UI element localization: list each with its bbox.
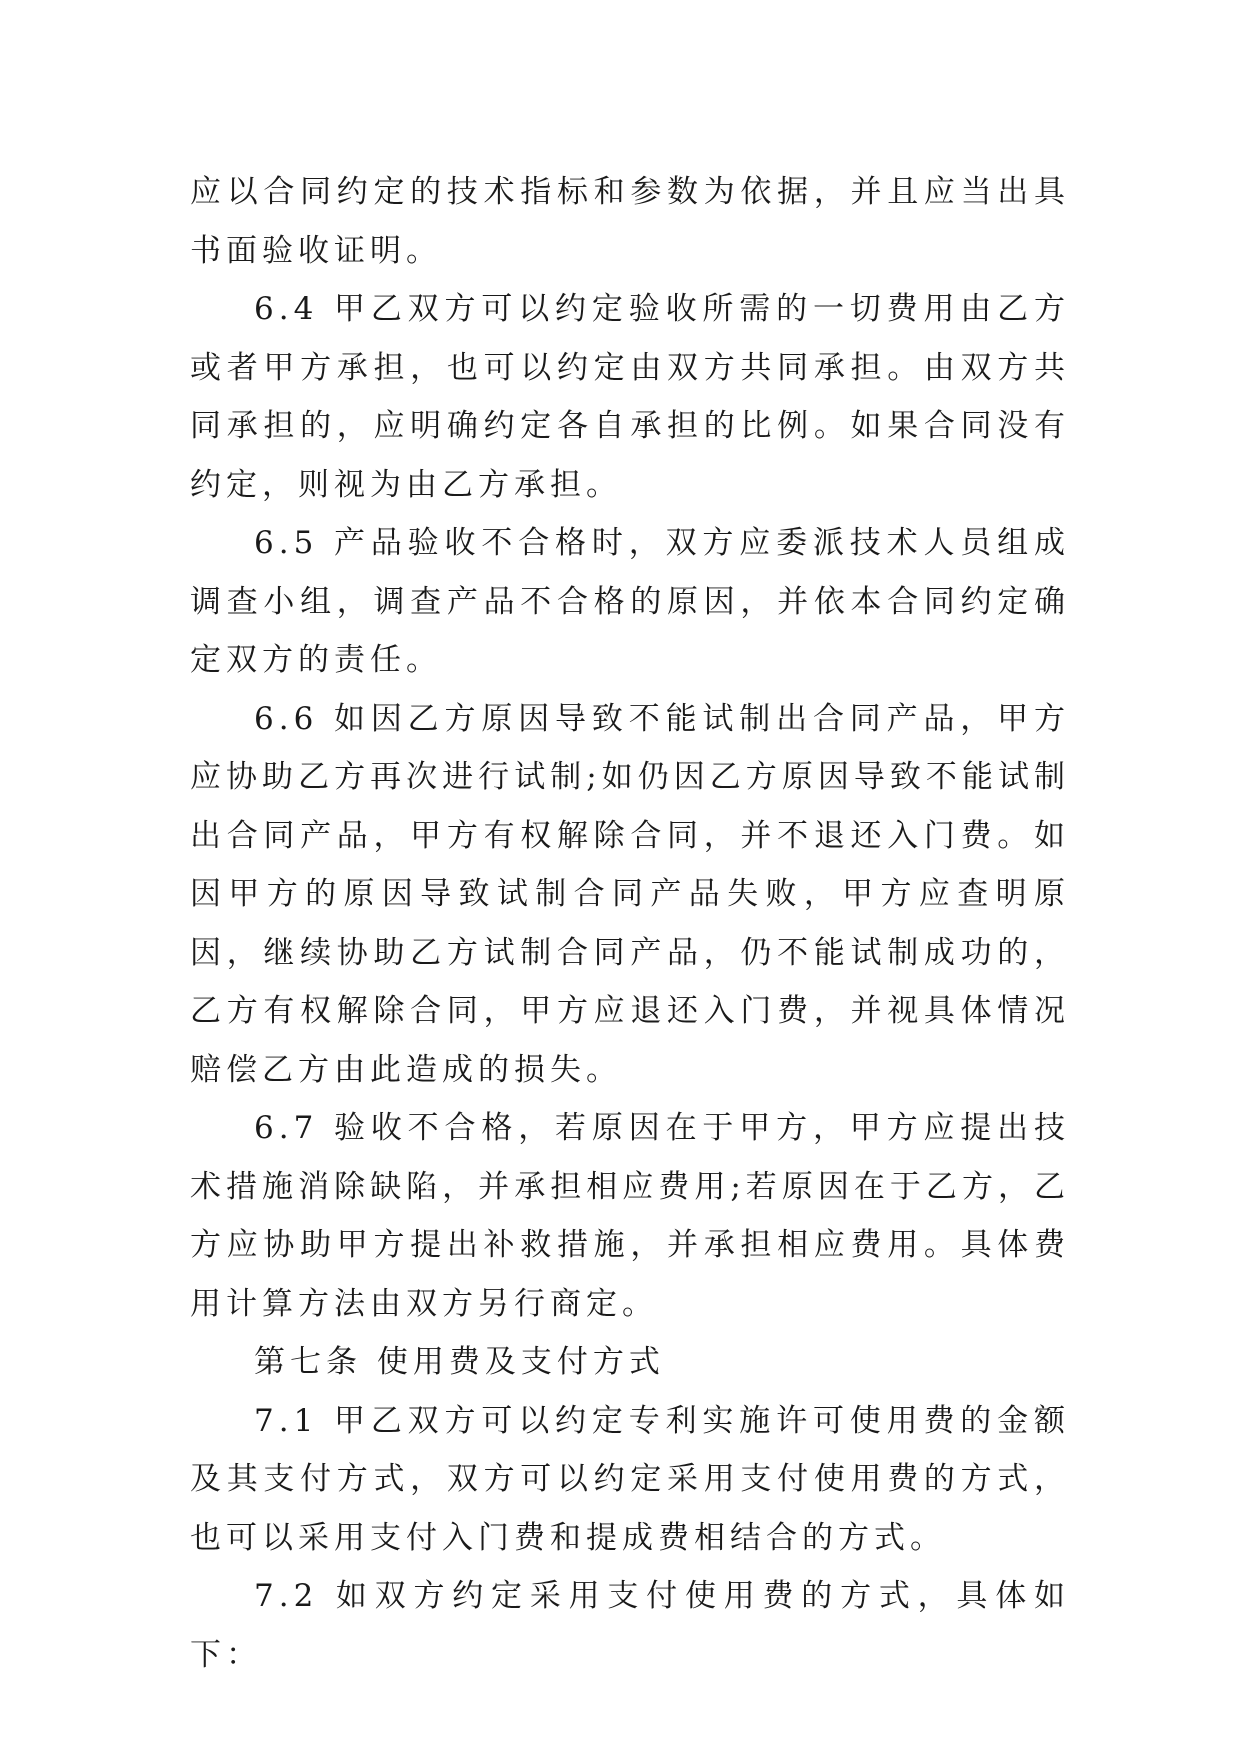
document-body <box>190 163 1070 1684</box>
paragraph-clause-7-2: 7.2 如双方约定采用支付使用费的方式，具体如下： <box>190 1578 1070 1673</box>
paragraph-clause-6-6: 6.6 如因乙方原因导致不能试制出合同产品，甲方应协助乙方再次进行试制;如仍因乙方原因导致不能试制出合同产品，甲方有权解除合同，并不退还入门费。如因甲方的原因导致试制合同产品失败，甲方应查明原因，继续协助乙方试制合同产品，仍不能试制成功的，乙方有权解除合同，甲方应退还入门费，并视具体情况赔偿乙方由此造成的损失。 <box>190 700 1070 1088</box>
section-heading-article-7: 第七条 使用费及支付方式 <box>254 1344 665 1380</box>
paragraph-acceptance-basis: 应以合同约定的技术指标和参数为依据，并且应当出具书面验收证明。 <box>190 174 1070 269</box>
paragraph-clause-6-4: 6.4 甲乙双方可以约定验收所需的一切费用由乙方或者甲方承担，也可以约定由双方共同承担。由双方共同承担的，应明确约定各自承担的比例。如果合同没有约定，则视为由乙方承担。 <box>190 291 1070 503</box>
paragraph-clause-6-5: 6.5 产品验收不合格时，双方应委派技术人员组成调查小组，调查产品不合格的原因，并依本合同约定确定双方的责任。 <box>190 525 1070 678</box>
paragraph-clause-6-7: 6.7 验收不合格，若原因在于甲方，甲方应提出技术措施消除缺陷，并承担相应费用;若原因在于乙方，乙方应协助甲方提出补救措施，并承担相应费用。具体费用计算方法由双方另行商定。 <box>190 1110 1070 1322</box>
paragraph-clause-7-1: 7.1 甲乙双方可以约定专利实施许可使用费的金额及其支付方式，双方可以约定采用支付使用费的方式，也可以采用支付入门费和提成费相结合的方式。 <box>190 1402 1070 1556</box>
